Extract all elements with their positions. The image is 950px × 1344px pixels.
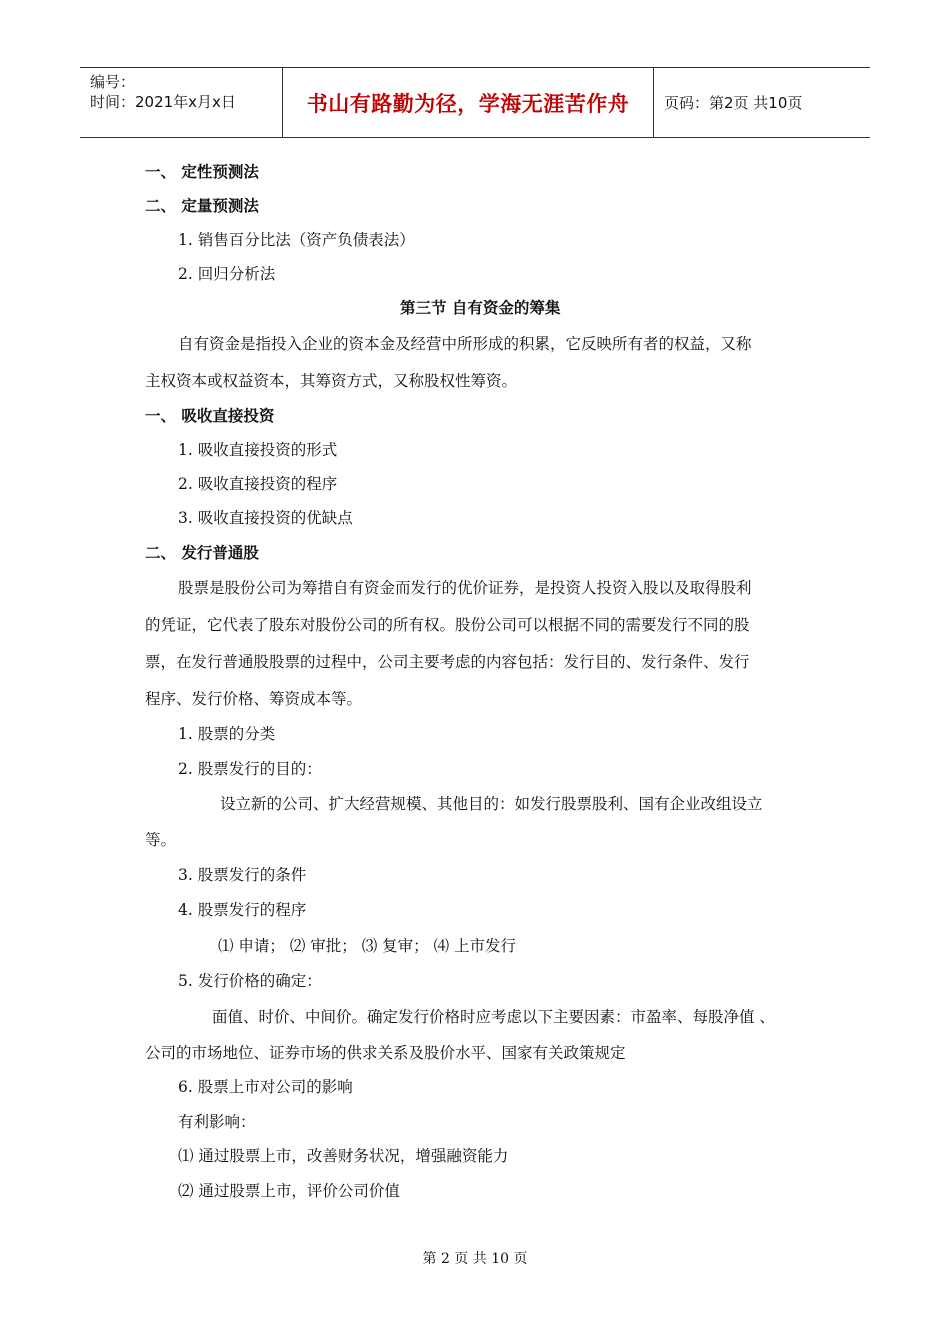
header-motto-cell (282, 68, 654, 137)
heading-quantitative-forecast: 二、 定量预测法 (145, 197, 259, 215)
time-label: 时间：2021年x月x日 (90, 93, 236, 111)
list-item: 4. 股票发行的程序 (178, 901, 307, 919)
list-item: ⑵ 通过股票上市，评价公司价值 (178, 1182, 400, 1200)
heading-issue-common-stock: 二、 发行普通股 (145, 544, 259, 562)
heading-direct-investment: 一、 吸收直接投资 (145, 407, 275, 425)
paragraph-line: 程序、发行价格、筹资成本等。 (145, 690, 363, 708)
list-item: 2. 回归分析法 (178, 265, 276, 283)
header-page-cell (654, 68, 870, 137)
paragraph-line: 股票是股份公司为筹措自有资金而发行的优价证券，是投资人投资入股以及取得股利 (178, 579, 752, 597)
header-left-cell (80, 68, 282, 137)
paragraph-line: 的凭证，它代表了股东对股份公司的所有权。股份公司可以根据不同的需要发行不同的股 (145, 616, 750, 634)
list-item: ⑴ 通过股票上市，改善财务状况，增强融资能力 (178, 1147, 509, 1165)
paragraph-line: 主权资本或权益资本，其筹资方式，又称股权性筹资。 (145, 372, 518, 390)
list-item: 1. 吸收直接投资的形式 (178, 441, 338, 459)
procedure-steps: ⑴ 申请； ⑵ 审批； ⑶ 复审； ⑷ 上市发行 (218, 937, 516, 955)
paragraph-line: 票，在发行普通股股票的过程中，公司主要考虑的内容包括：发行目的、发行条件、发行 (145, 653, 750, 671)
number-label: 编号： (90, 73, 136, 91)
list-item: 5. 发行价格的确定： (178, 972, 322, 990)
page-info: 页码：第2页 共10页 (664, 94, 803, 112)
paragraph-line: 公司的市场地位、证券市场的供求关系及股价水平、国家有关政策规定 (145, 1044, 626, 1062)
list-item: 1. 股票的分类 (178, 725, 276, 743)
page-header (80, 67, 870, 138)
paragraph-line: 等。 (145, 831, 177, 849)
list-item: 3. 股票发行的条件 (178, 866, 307, 884)
list-item: 2. 吸收直接投资的程序 (178, 475, 338, 493)
heading-qualitative-forecast: 一、 定性预测法 (145, 163, 259, 181)
paragraph-line: 有利影响： (178, 1113, 256, 1131)
list-item: 6. 股票上市对公司的影响 (178, 1078, 353, 1096)
page-footer: 第 2 页 共 10 页 (422, 1251, 528, 1267)
list-item: 2. 股票发行的目的： (178, 760, 322, 778)
section-title: 第三节 自有资金的筹集 (400, 299, 561, 317)
paragraph-line: 自有资金是指投入企业的资本金及经营中所形成的积累，它反映所有者的权益，又称 (178, 335, 752, 353)
paragraph-line: 设立新的公司、扩大经营规模、其他目的：如发行股票股利、国有企业改组设立 (220, 795, 763, 813)
paragraph-line: 面值、时价、中间价。确定发行价格时应考虑以下主要因素：市盈率、每股净值 、 (212, 1008, 775, 1026)
list-item: 1. 销售百分比法（资产负债表法） (178, 231, 415, 249)
list-item: 3. 吸收直接投资的优缺点 (178, 509, 353, 527)
motto-text: 书山有路勤为径，学海无涯苦作舟 (306, 91, 630, 116)
